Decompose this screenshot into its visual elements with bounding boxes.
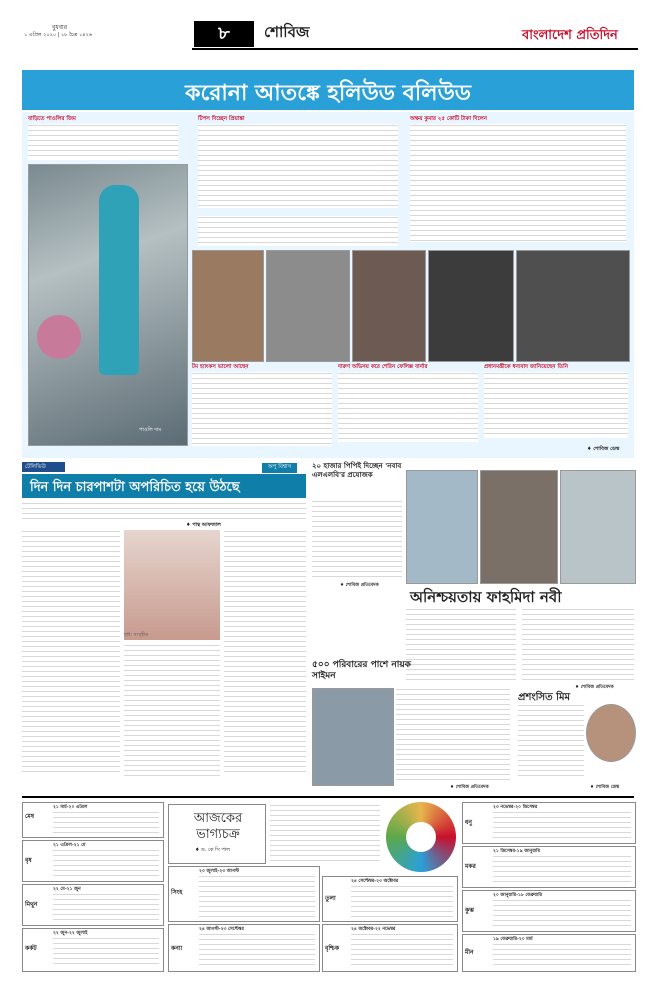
kangana-body [198,216,398,246]
sign-cancer-name: কর্কট [25,945,37,952]
sign-capricorn-name: মকর [465,863,476,870]
sign-libra-name: তুলা [325,895,336,902]
sign-pisces-text [493,943,631,967]
sign-virgo-range: ২৪ আগস্ট-২৩ সেপ্টেম্বর [199,927,244,932]
priyanka-headline: টিপস দিচ্ছেন প্রিয়াঙ্কা [198,116,245,122]
sign-sagittarius-text [493,811,631,839]
sayman-photo [312,688,394,786]
fahmida-photo-3 [560,470,636,584]
sign-capricorn-text [493,855,631,883]
sign-leo [168,866,320,922]
sayman-body [396,688,510,784]
corona-rule-body [484,372,628,438]
sayman-headline: ৫০০ পরিবারের পাশে নায়ক সাইমন [312,660,411,681]
header-rule [192,48,638,50]
kangana-photo [352,250,426,362]
zodiac-wheel-center [406,822,436,852]
interview-headline: দিন দিন চারপাশটা অপরিচিত হয়ে উঠছে [30,480,240,495]
sign-virgo [168,924,320,972]
tom-body [192,372,332,446]
fahmida-credit: ♦ শোবিজ প্রতিবেদক [575,685,614,690]
page-header [12,18,638,58]
fahmida-body-1 [406,608,516,684]
jack-photo [516,250,630,362]
interview-col3 [224,530,306,776]
sign-gemini-range: ২২ মে-২১ জুন [53,887,81,892]
sign-gemini-name: মিথুন [25,901,38,908]
sign-cancer-range: ২২ জুন-২২ জুলাই [53,931,88,936]
sign-aries-name: মেষ [25,813,35,820]
jack-headline: দারুণ অভিনয় করে শেরিন ফেলিক্স বার্নার [338,364,428,370]
sign-libra-text [351,885,453,917]
banner-title: করোনা আতঙ্কে হলিউড বলিউড [185,81,471,106]
sign-scorpio-name: বৃশ্চিক [325,945,340,952]
fahmida-photo-2 [480,470,558,584]
interview-byline: ♦ পান্থ আফজাল [186,522,221,528]
sign-leo-range: ২৩ জুলাই-২৩ আগস্ট [199,869,240,874]
sign-gemini-text [53,893,159,921]
tom-headline: টম হ্যাংকস ভালো আছেন [192,364,249,370]
masthead-logo: বাংলাদেশ প্রতিদিন [522,28,618,43]
header-date: ১ এপ্রিল ২০২০ | ১৮ চৈত্র ১৪২৬ [24,32,93,38]
interview-kicker-text: টেলিভিউ [25,464,46,470]
header-day: বুধবার [52,24,68,31]
sign-aries [22,802,164,838]
sign-sagittarius-range: ২৩ নভেম্বর-২০ ডিসেম্বর [493,805,538,810]
paoli-headline: বাড়িতে পাওলির জিম [28,116,76,122]
sign-pisces-range: ১৯ ফেব্রুয়ারি-২০ মার্চ [493,937,533,942]
horoscope-title: আজকের ভাগ্যচক্র [193,811,243,842]
priyanka-body [198,124,398,208]
interview-kicker [22,462,65,472]
sign-gemini [22,884,164,926]
paoli-credit: পাওলি দাম [139,427,162,433]
top-credit: ♦ শোবিজ ডেস্ক [587,446,620,452]
nabab-body [312,500,402,580]
mim-credit: ♦ শোবিজ ডেস্ক [590,785,620,790]
sign-aquarius-name: কুম্ভ [465,907,474,914]
sign-aries-text [53,811,159,833]
sign-scorpio-text [351,933,453,967]
sign-virgo-text [199,933,315,967]
fahmida-photo-1 [406,470,478,584]
sign-virgo-name: কন্যা [171,945,183,952]
corona-banner [22,70,634,110]
tom-photo [192,250,264,362]
sign-taurus [22,840,164,882]
sign-capricorn [462,846,636,888]
sayman-credit: ♦ শোবিজ প্রতিবেদক [450,785,489,790]
akshay-body [410,124,626,242]
section-title: শোবিজ [264,23,310,41]
interview-tag: অপু বিশ্বাস [262,463,297,473]
sign-aquarius [462,890,636,932]
top-section [22,112,634,458]
jack-body [338,372,478,442]
paoli-photo [28,164,188,446]
sign-taurus-name: বৃষ [25,857,32,864]
paoli-body [28,124,178,160]
sign-cancer [22,928,164,972]
sign-leo-name: সিংহ [171,889,183,896]
sign-aries-range: ২১ মার্চ-২০ এপ্রিল [53,805,88,810]
sign-leo-text [199,875,315,917]
sign-taurus-text [53,849,159,877]
priyanka-photo [428,250,514,362]
nabab-credit: ♦ শোবিজ প্রতিবেদক [340,583,379,588]
horoscope-author: ♦ ড. কে সি পাল [195,847,230,853]
sign-aquarius-range: ২০ জানুয়ারি-১৮ ফেব্রুয়ারি [493,893,543,898]
apu-photo [124,530,220,640]
sign-aquarius-text [493,899,631,927]
sign-libra-range: ২৪ সেপ্টেম্বর-২৩ অক্টোবর [351,879,399,884]
corona-rule-headline: প্রধানমন্ত্রীকে ধন্যবাদ জানিয়েছেন তিনি [484,364,569,370]
sign-libra [322,876,458,922]
interview-headline-box [22,474,306,498]
page-number-text: ৮ [218,23,230,44]
sign-sagittarius [462,802,636,844]
sign-scorpio [322,924,458,972]
mim-headline: প্রশংসিত মিম [518,692,571,703]
fahmida-body-2 [522,608,634,684]
nabab-headline: ২০ হাজার পিপিই দিচ্ছেন 'নবাব এলএলবি'র প্রযোজক [312,462,402,479]
gym-ball [37,315,81,359]
horoscope-title-box [168,804,266,864]
sign-capricorn-range: ২১ ডিসেম্বর-১৯ জানুয়ারি [493,849,540,854]
sign-sagittarius-name: ধনু [465,819,472,826]
interview-credit: ছবি: সংগৃহীত [124,633,149,638]
sign-pisces-name: মীন [465,949,474,956]
zodiac-wheel [386,802,456,872]
amitabh-photo [266,250,350,362]
interview-col2 [124,644,220,776]
fahmida-headline: অনিশ্চয়তায় ফাহমিদা নবী [410,588,562,606]
akshay-headline: অক্ষয় কুমার ২৫ কোটি টাকা দিলেন [410,116,488,122]
sign-pisces [462,934,636,972]
mim-body [518,704,584,780]
mim-photo [586,704,636,762]
page-number [194,21,254,47]
interview-intro [22,502,306,520]
interview-col1 [22,530,120,776]
horoscope-section [22,796,634,974]
sign-scorpio-range: ২৪ অক্টোবর-২২ নভেম্বর [351,927,396,932]
sign-cancer-text [53,937,159,967]
horoscope-intro [270,804,380,862]
sign-taurus-range: ২১ এপ্রিল-২১ মে [53,843,86,848]
person-figure [99,185,139,375]
